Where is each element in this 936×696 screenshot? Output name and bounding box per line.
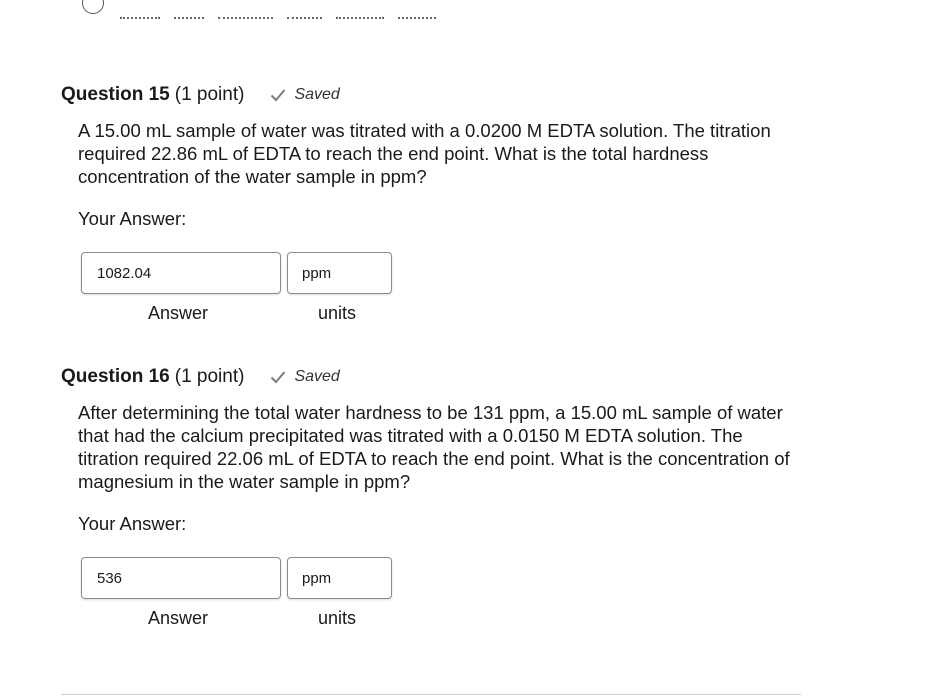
answer-caption: Answer bbox=[148, 303, 209, 323]
check-icon bbox=[270, 88, 286, 102]
answer-input[interactable] bbox=[81, 252, 281, 294]
saved-status bbox=[270, 86, 339, 104]
question-header bbox=[61, 365, 821, 389]
question-points: (1 point) bbox=[174, 84, 245, 105]
units-caption: units bbox=[318, 303, 357, 323]
question-text: A 15.00 mL sample of water was titrated with a 0.0200 M EDTA solution. The titration required 22.86 mL of EDTA to reach the end point. What is the total hardness concentration of the water sample in ppm? bbox=[78, 120, 771, 187]
your-answer-label: Your Answer: bbox=[78, 208, 187, 229]
answer-caption: Answer bbox=[148, 608, 209, 628]
answer-captions bbox=[81, 303, 821, 327]
question-title: Question 15 bbox=[61, 84, 170, 105]
answer-captions bbox=[81, 608, 821, 632]
previous-option-text-cropped bbox=[120, 6, 490, 22]
question-title: Question 16 bbox=[61, 366, 170, 387]
saved-label: Saved bbox=[294, 86, 340, 103]
question-16 bbox=[61, 365, 821, 632]
question-text: After determining the total water hardness to be 131 ppm, a 15.00 mL sample of water that had the calcium precipitated was titrated with a 0.0150 M EDTA solution. The titration required 22.06 mL of EDTA to reach the end point. What is the concentration of magnesium in the water sample in ppm? bbox=[78, 402, 790, 492]
check-icon bbox=[270, 370, 286, 384]
radio-icon[interactable] bbox=[82, 0, 104, 14]
saved-status bbox=[270, 368, 339, 386]
question-points: (1 point) bbox=[174, 366, 245, 387]
question-15 bbox=[61, 83, 821, 327]
units-caption: units bbox=[318, 608, 357, 628]
divider bbox=[61, 694, 801, 695]
answer-row bbox=[81, 252, 821, 294]
question-header bbox=[61, 83, 821, 107]
answer-input[interactable] bbox=[81, 557, 281, 599]
units-input[interactable] bbox=[287, 252, 392, 294]
answer-row bbox=[81, 557, 821, 599]
your-answer-label: Your Answer: bbox=[78, 513, 187, 534]
saved-label: Saved bbox=[294, 368, 340, 385]
units-input[interactable] bbox=[287, 557, 392, 599]
